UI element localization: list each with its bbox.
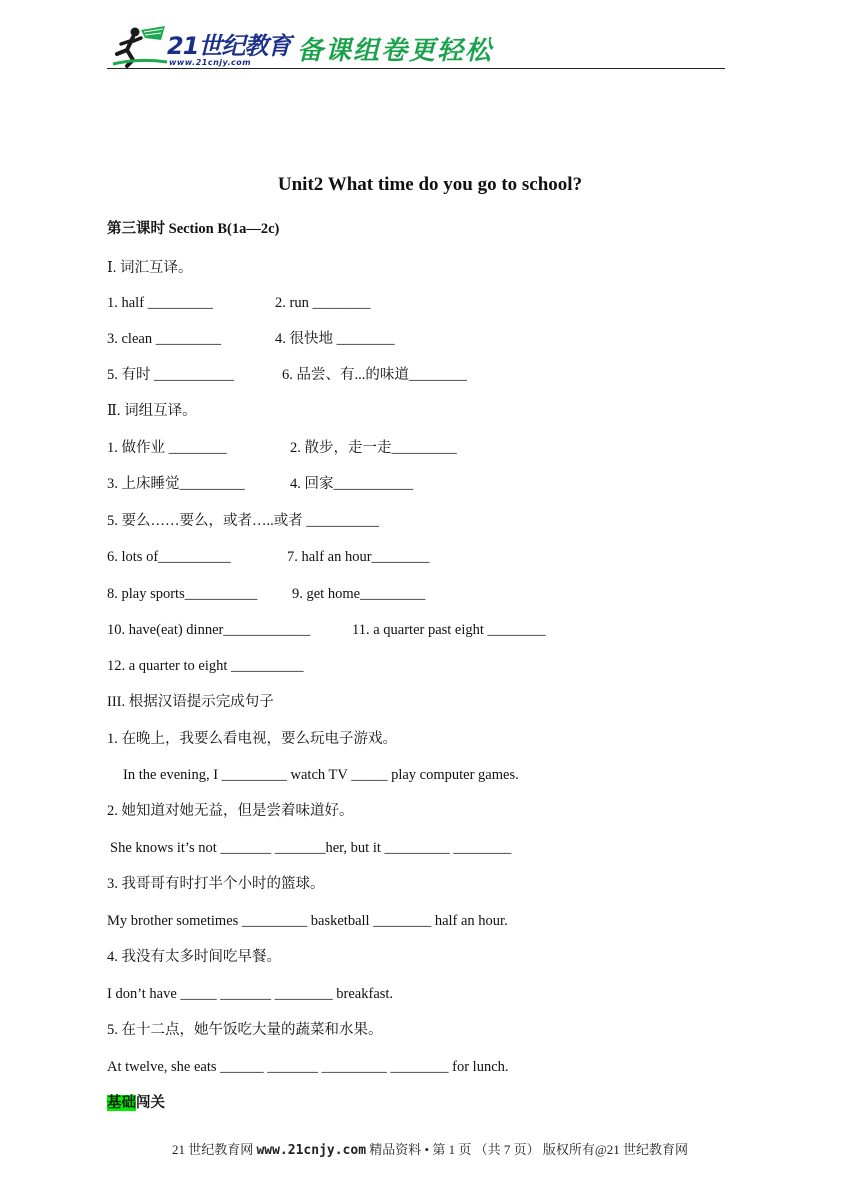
exercise-item: 2. 她知道对她无益，但是尝着味道好。 [107, 803, 354, 819]
exercise-item: 11. a quarter past eight ________ [352, 622, 546, 638]
page-footer [0, 1139, 860, 1158]
exercise-item: 1. half _________ [107, 295, 213, 311]
brand-name: 21世纪教育 [167, 32, 291, 60]
footer-site: 21 世纪教育网 [171, 1142, 254, 1157]
header-slogan: 备课组卷更轻松 [297, 36, 494, 66]
exercise-item: 2. run ________ [275, 295, 371, 311]
exercise-item: 4. 很快地 ________ [275, 331, 395, 347]
exercise-item: III. 根据汉语提示完成句子 [107, 694, 274, 710]
exercise-item: 5. 有时 ___________ [107, 367, 234, 383]
header-divider [107, 68, 725, 69]
footer-info: 精品资料 • 第 1 页 （共 7 页） 版权所有@21 世纪教育网 [369, 1142, 689, 1157]
exercise-item: 4. 回家___________ [290, 476, 414, 492]
exercise-item: 5. 在十二点，她午饭吃大量的蔬菜和水果。 [107, 1022, 383, 1038]
exercise-item: 7. half an hour________ [287, 549, 430, 565]
exercise-item: 6. lots of__________ [107, 549, 231, 565]
brand-url: www.21cnjy.com [169, 58, 252, 67]
exercise-item: 12. a quarter to eight __________ [107, 658, 304, 674]
exercise-item: 4. 我没有太多时间吃早餐。 [107, 949, 281, 965]
exercise-item: 3. clean _________ [107, 331, 221, 347]
exercise-item: I don’t have _____ _______ ________ breakfast. [107, 986, 394, 1002]
exercise-item: She knows it’s not _______ _______her, but it _________ ________ [110, 840, 512, 856]
exercise-item: 1. 做作业 ________ [107, 440, 227, 456]
section-heading-highlight: 基础 [107, 1095, 136, 1111]
lesson-heading: 第三课时 Section B(1a—2c) [107, 221, 280, 237]
exercise-item: 5. 要么……要么，或者…..或者 __________ [107, 513, 379, 529]
exercise-item: 10. have(eat) dinner____________ [107, 622, 311, 638]
exercise-item: 9. get home_________ [292, 586, 426, 602]
footer-url: www.21cnjy.com [256, 1143, 367, 1158]
exercise-item: My brother sometimes _________ basketball ________ half an hour. [107, 913, 508, 929]
exercise-item: In the evening, I _________ watch TV _____ play computer games. [123, 767, 519, 783]
exercise-item: 3. 我哥哥有时打半个小时的篮球。 [107, 876, 325, 892]
exercise-item: Ⅰ. 词汇互译。 [107, 260, 193, 276]
exercise-item: 6. 品尝、有...的味道________ [282, 367, 467, 383]
document-title: Unit2 What time do you go to school? [277, 174, 583, 195]
exercise-item: 8. play sports__________ [107, 586, 258, 602]
exercise-item: At twelve, she eats ______ _______ _________ ________ for lunch. [107, 1059, 509, 1075]
section-heading-rest: 闯关 [136, 1095, 165, 1111]
runner-logo-icon [111, 24, 169, 68]
exercise-item: 3. 上床睡觉_________ [107, 476, 245, 492]
exercise-item: 2. 散步，走一走_________ [290, 440, 457, 456]
exercise-item: Ⅱ. 词组互译。 [107, 403, 197, 419]
page-header [107, 22, 725, 70]
section-heading [107, 1093, 165, 1113]
exercise-item: 1. 在晚上，我要么看电视，要么玩电子游戏。 [107, 731, 397, 747]
